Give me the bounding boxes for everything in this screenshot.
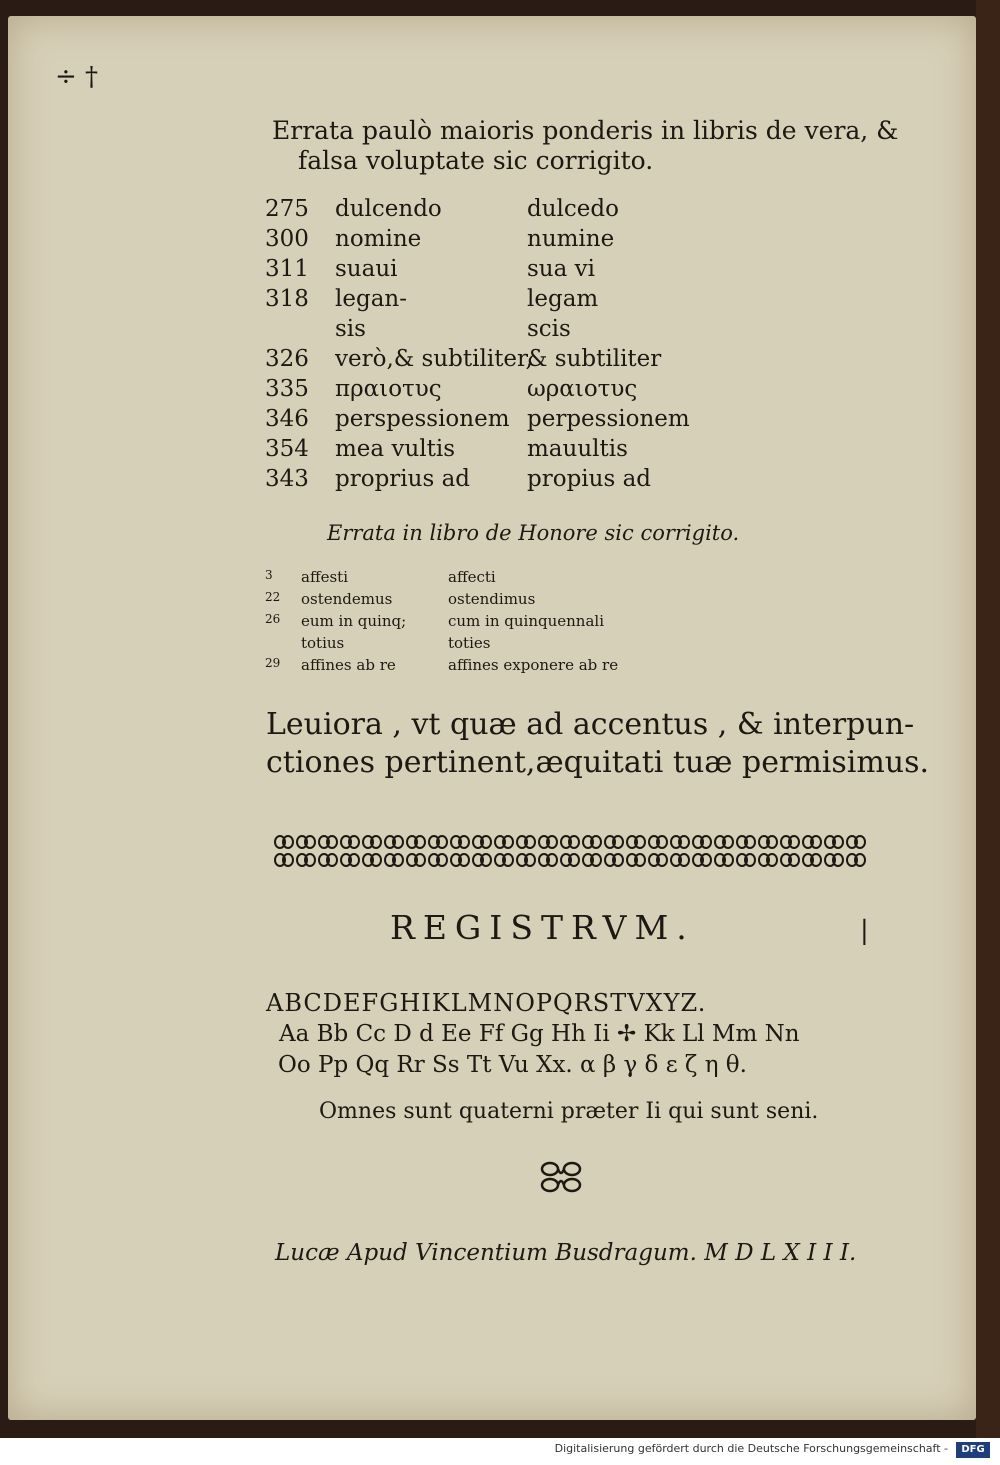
errata-row [265, 376, 685, 406]
ornament-knot [539, 854, 557, 866]
errata-wrong-reading: suaui [335, 256, 398, 282]
errata-wrong-reading: nomine [335, 226, 422, 252]
errata-row [265, 286, 685, 316]
ornament-knot [781, 854, 799, 866]
errata-voluptate-list [265, 196, 690, 496]
errata-page-number: 335 [265, 376, 309, 402]
errata-row [265, 406, 690, 436]
imprint: Lucæ Apud Vincentium Busdragum. M D L X I I I. [275, 1240, 857, 1266]
ornament-knot [627, 836, 645, 848]
ornament-knot [407, 854, 425, 866]
errata-row [265, 590, 665, 612]
errata-row [265, 196, 685, 226]
ornament-knot [649, 836, 667, 848]
signatures-line2: Aa Bb Cc D d Ee Ff Gg Hh Ii ✢ Kk Ll Mm Nn [279, 1021, 800, 1047]
errata-wrong-reading: dulcendo [335, 196, 442, 222]
errata-heading-line2: falsa voluptate sic corrigito. [298, 146, 654, 175]
ornament-knot [803, 836, 821, 848]
errata-page-number: 29 [265, 656, 281, 670]
errata-heading-line1: Errata paulò maioris ponderis in libris de vera, & [272, 116, 899, 145]
ornament-knot [275, 854, 293, 866]
errata-wrong-reading: ostendemus [301, 590, 393, 608]
ornament-knot [825, 854, 843, 866]
ornament-knot [583, 854, 601, 866]
ornament-knot [407, 836, 425, 848]
errata-page-number: 343 [265, 466, 309, 492]
errata-row [265, 568, 665, 590]
errata-correct-reading: & subtiliter [527, 346, 662, 372]
errata-wrong-reading: perspessionem [335, 406, 510, 432]
ornament-knot [759, 854, 777, 866]
ornament-knot [627, 854, 645, 866]
errata-page-number: 326 [265, 346, 309, 372]
registrum-title: REGISTRVM. [390, 908, 695, 947]
registrum-margin-bar: | [860, 916, 869, 946]
ornament-knot [275, 836, 293, 848]
errata-wrong-reading: eum in quinq; [301, 612, 407, 630]
ornament-knot [847, 854, 865, 866]
ornament-knot [341, 836, 359, 848]
ornament-band [273, 832, 867, 870]
errata-row [265, 634, 665, 656]
errata-correct-reading: dulcedo [527, 196, 619, 222]
leuiora-line2: ctiones pertinent,æquitati tuæ permisimus. [266, 745, 930, 780]
ornament-knot [297, 836, 315, 848]
ornament-knot [605, 854, 623, 866]
ornament-knot [737, 836, 755, 848]
errata-row [265, 466, 685, 496]
errata-correct-reading: propius ad [527, 466, 652, 492]
ornament-knot [737, 854, 755, 866]
footer-credit: Digitalisierung gefördert durch die Deutsche Forschungsgemeinschaft - [554, 1442, 948, 1455]
errata-correct-reading: cum in quinquennali [448, 612, 604, 630]
errata-page-number: 311 [265, 256, 309, 282]
ornament-small [538, 1160, 584, 1194]
errata-page-number: 346 [265, 406, 309, 432]
ornament-knot [319, 854, 337, 866]
book-edge [976, 0, 1000, 1440]
errata-row [265, 656, 665, 678]
ornament-knot [649, 854, 667, 866]
ornament-knot [341, 854, 359, 866]
ornament-knot [561, 854, 579, 866]
ornament-knot [759, 836, 777, 848]
errata-correct-reading: perpessionem [527, 406, 690, 432]
ornament-knot [473, 854, 491, 866]
errata-page-number: 22 [265, 590, 281, 604]
ornament-knot [561, 836, 579, 848]
errata-wrong-reading: πραιοτυς [335, 376, 442, 402]
errata-correct-reading: numine [527, 226, 615, 252]
errata-wrong-reading: verò,& subtiliter, [335, 346, 533, 372]
ornament-knot [539, 836, 557, 848]
ornament-knot [385, 854, 403, 866]
ornament-knot [847, 836, 865, 848]
errata-row [265, 316, 685, 346]
errata-row [265, 436, 685, 466]
dfg-logo: DFG [956, 1442, 990, 1458]
omnes-note: Omnes sunt quaterni præter Ii qui sunt seni. [319, 1099, 819, 1124]
errata-correct-reading: affines exponere ab re [448, 656, 619, 674]
ornament-knot [363, 854, 381, 866]
errata-row [265, 226, 685, 256]
errata-wrong-reading: mea vultis [335, 436, 456, 462]
ornament-knot [715, 836, 733, 848]
errata-wrong-reading: proprius ad [335, 466, 471, 492]
ornament-knot [781, 836, 799, 848]
ornament-knot [451, 854, 469, 866]
errata-correct-reading: affecti [448, 568, 496, 586]
errata-wrong-reading: affesti [301, 568, 348, 586]
ornament-knot [671, 854, 689, 866]
ornament-knot [297, 854, 315, 866]
ornament-knot [803, 854, 821, 866]
errata-wrong-reading: sis [335, 316, 366, 342]
ornament-knot [451, 836, 469, 848]
ornament-knot [429, 854, 447, 866]
ornament-knot [693, 836, 711, 848]
errata-correct-reading: toties [448, 634, 491, 652]
ornament-knot [495, 836, 513, 848]
page-mark: ÷ † [55, 62, 99, 92]
errata-page-number: 318 [265, 286, 309, 312]
errata-row [265, 612, 665, 634]
ornament-knot [517, 836, 535, 848]
errata-correct-reading: ωραιοτυς [527, 376, 638, 402]
ornament-knot [429, 836, 447, 848]
errata-correct-reading: mauultis [527, 436, 628, 462]
ornament-knot [715, 854, 733, 866]
errata-correct-reading: ostendimus [448, 590, 536, 608]
errata-correct-reading: scis [527, 316, 571, 342]
ornament-knot [517, 854, 535, 866]
ornament-knot [385, 836, 403, 848]
errata-honore-list [265, 568, 665, 678]
signatures-line3: Oo Pp Qq Rr Ss Tt Vu Xx. α β γ δ ε ζ η θ. [278, 1052, 747, 1078]
errata-correct-reading: legam [527, 286, 599, 312]
errata-row [265, 346, 685, 376]
errata-wrong-reading: totius [301, 634, 345, 652]
ornament-knot [473, 836, 491, 848]
errata-wrong-reading: legan- [335, 286, 407, 312]
ornament-knot [825, 836, 843, 848]
errata-honore-heading: Errata in libro de Honore sic corrigito. [327, 521, 740, 545]
errata-page-number: 26 [265, 612, 281, 626]
errata-correct-reading: sua vi [527, 256, 595, 282]
ornament-knot [495, 854, 513, 866]
leuiora-line1: Leuiora , vt quæ ad accentus , & interpun- [266, 707, 915, 742]
errata-page-number: 275 [265, 196, 309, 222]
errata-wrong-reading: affines ab re [301, 656, 396, 674]
ornament-knot [319, 836, 337, 848]
errata-page-number: 300 [265, 226, 309, 252]
ornament-knot [583, 836, 601, 848]
errata-row [265, 256, 685, 286]
ornament-knot [693, 854, 711, 866]
errata-page-number: 3 [265, 568, 273, 582]
ornament-knot [605, 836, 623, 848]
ornament-knot [363, 836, 381, 848]
errata-page-number: 354 [265, 436, 309, 462]
ornament-knot [671, 836, 689, 848]
signatures-line1: ABCDEFGHIKLMNOPQRSTVXYZ. [266, 989, 707, 1017]
